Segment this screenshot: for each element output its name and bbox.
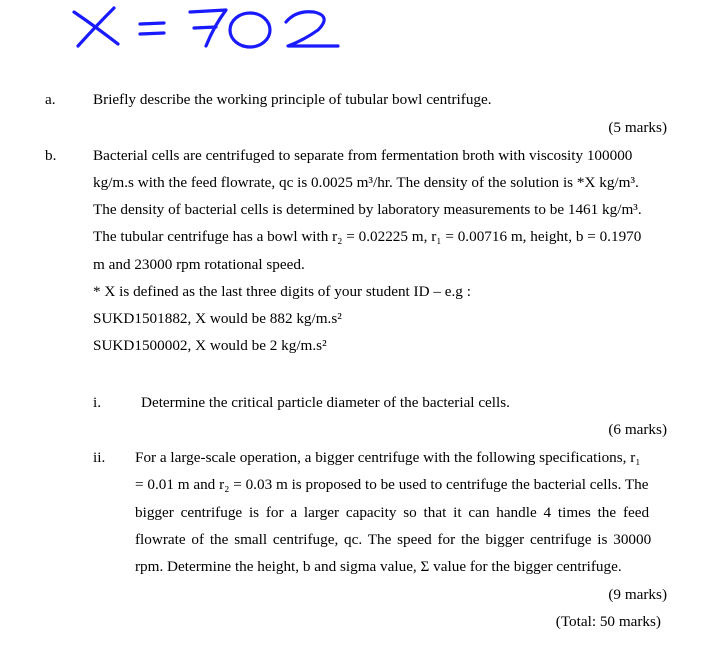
total-marks: (Total: 50 marks) [555, 613, 661, 630]
sub-question-ii-line: bigger centrifuge is for a larger capacity so that it can handle 4 times the feed [135, 504, 650, 521]
question-a-marks: (5 marks) [608, 119, 667, 136]
sub-question-ii-line: = 0.01 m and r₂ = 0.03 m is proposed to be used to centrifuge the bacterial cells. The [135, 476, 649, 493]
example-line: SUKD1501882, X would be 882 kg/m.s² [93, 310, 342, 327]
question-b-line: kg/m.s with the feed flowrate, qc is 0.0025 m³/hr. The density of the solution is *X kg/m³. [93, 174, 639, 191]
sub-question-i-marks: (6 marks) [608, 421, 667, 438]
sub-question-ii-line: For a large-scale operation, a bigger centrifuge with the following specifications, r₁ [135, 449, 641, 466]
x-definition-note: * X is defined as the last three digits of your student ID – e.g : [93, 283, 471, 300]
question-b-line: The density of bacterial cells is determined by laboratory measurements to be 1461 kg/m³. [93, 201, 642, 218]
sub-question-i-text: Determine the critical particle diameter of the bacterial cells. [141, 394, 510, 411]
question-b-line: Bacterial cells are centrifuged to separate from fermentation broth with viscosity 100000 [93, 147, 633, 164]
question-b-line: The tubular centrifuge has a bowl with r₂ = 0.02225 m, r₁ = 0.00716 m, height, b = 0.1970 [93, 228, 642, 245]
example-line: SUKD1500002, X would be 2 kg/m.s² [93, 337, 327, 354]
question-b-label: b. [45, 147, 57, 164]
question-b-line: m and 23000 rpm rotational speed. [93, 256, 305, 273]
question-a-text: Briefly describe the working principle of tubular bowl centrifuge. [93, 91, 492, 108]
handwritten-annotation [66, 2, 366, 64]
question-a-label: a. [45, 91, 56, 108]
sub-question-ii-line: flowrate of the small centrifuge, qc. The speed for the bigger centrifuge is 30000 [135, 531, 652, 548]
sub-question-ii-marks: (9 marks) [608, 586, 667, 603]
sub-question-ii-label: ii. [93, 449, 106, 466]
sub-question-i-label: i. [93, 394, 102, 411]
sub-question-ii-line: rpm. Determine the height, b and sigma value, Σ value for the bigger centrifuge. [135, 558, 622, 575]
